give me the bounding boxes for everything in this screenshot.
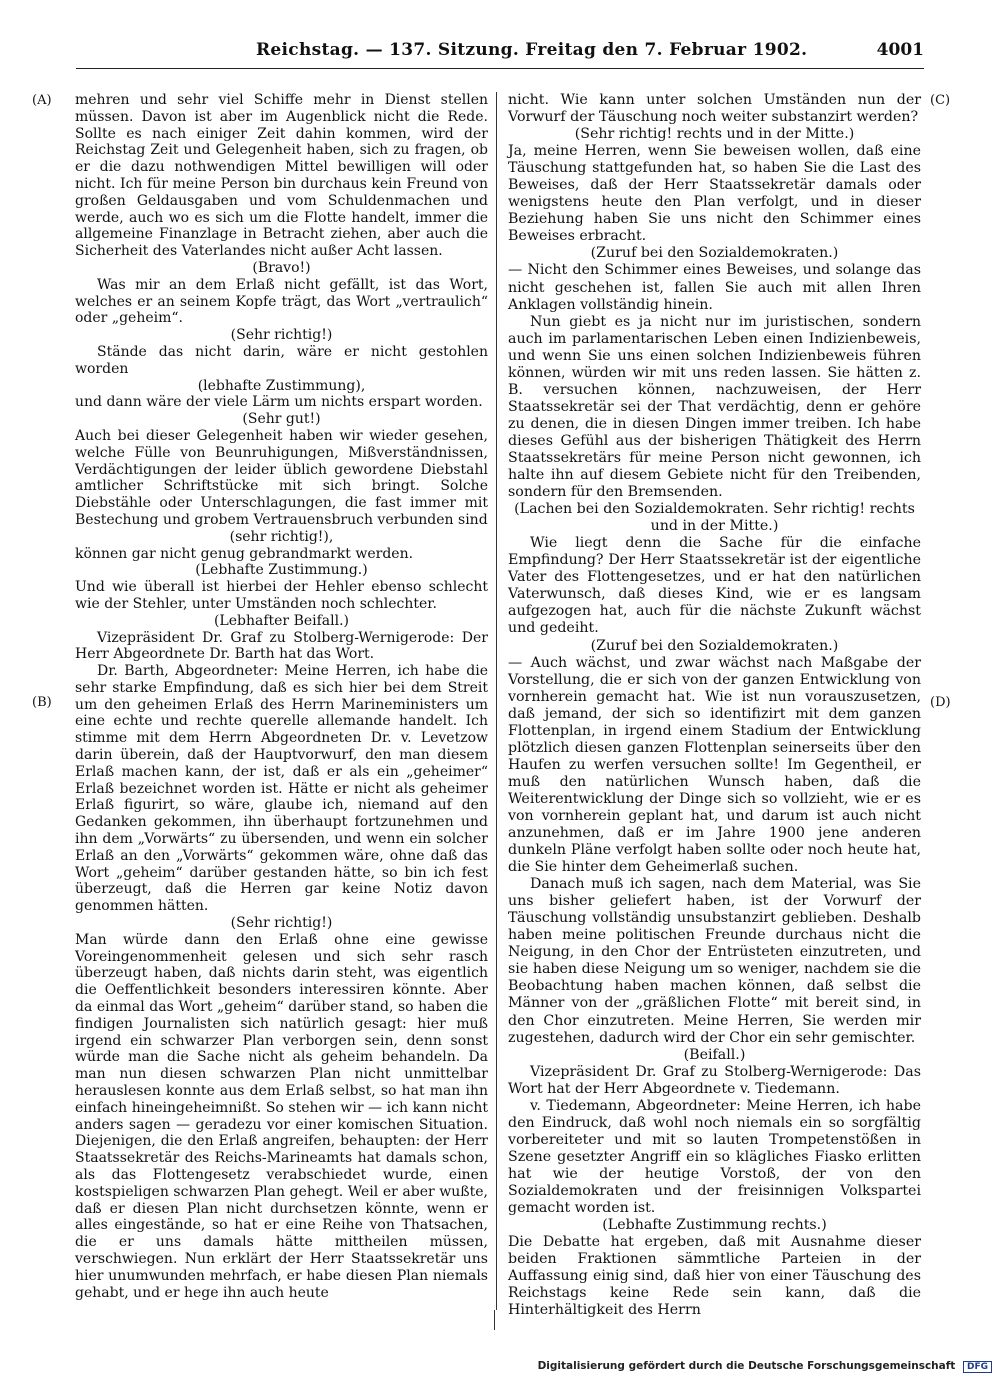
paragraph: Man würde dann den Erlaß ohne eine gewisse Voreingenommenheit gelesen und sich sehr rasch überzeugt haben, daß nichts darin steht, was eigentlich die Oeffentlichkeit besonders interessiren könnte. Aber da einmal das Wort „geheim“ darüber stand, so haben die findigen Journalisten sich natürlich gesagt: hier muß irgend ein schwarzer Plan verborgen sein, denn sonst würde man die Sache nicht als geheim behandeln. Da man nun diesen schwarzen Plan nicht unmittelbar herauslesen konnte aus dem Erlaß selbst, so hat man ihn einfach hineingeheimnißt. So stehen wir — ich kann nicht anders sagen — geradezu vor einer komischen Situation. Diejenigen, die den Erlaß angreifen, behaupten: der Herr Staatssekretär des Reichs-Marineamts hat damals schon, als das Flottengesetz verabschiedet wurde, einen kostspieligen schwarzen Plan gehegt. Weil er aber wußte, daß er diesen Plan nicht durchsetzen könnte, wenn er alles eingestände, so hat er eine Reihe von Thatsachen, die er uns damals hätte mittheilen müssen, verschwiegen. Nun erklärt der Herr Staatssekretär uns hier unumwunden mehrfach, er habe diesen Plan niemals gehabt, und er hege ihn auch heute [75, 931, 488, 1301]
paragraph: — Auch wächst, und zwar wächst nach Maßgabe der Vorstellung, die er sich von der ganzen Entwicklung von vornherein gemacht hat. Wie ist nun vorauszusetzen, daß jemand, der sich so identifizirt mit dem ganzen Flottenplan, in irgend einem Stadium der Entwicklung plötzlich diesen ganzen Flottenplan seinerseits über den Haufen zu werfen versuchen sollte! Im Gegentheil, er muß den natürlichen Wunsch haben, daß die Weiterentwicklung der Dinge sich so vollzieht, wie er es von vornherein geplant hat, und darum ist auch nicht anzunehmen, daß er im Jahre 1900 jene anderen dunkeln Pläne verfolgt haben sollte oder noch heute hat, die Sie hinter dem Geheimerlaß suchen. [508, 654, 921, 876]
margin-marker-a: (A) [32, 93, 52, 108]
paragraph: Ja, meine Herren, wenn Sie beweisen wollen, daß eine Täuschung stattgefunden hat, so haben Sie die Last des Beweises, daß der Herr Staatssekretär damals oder wenigstens heute den Plan verfolgt, und in dieser Beziehung haben Sie uns nicht den Schimmer eines Beweises erbracht. [508, 143, 921, 245]
page-number: 4001 [876, 40, 924, 60]
paragraph: Wie liegt denn die Sache für die einfache Empfindung? Der Herr Staatssekretär ist der eigentliche Vater des Flottengesetzes, und er hat den natürlichen Vaterwunsch, daß dieses Kind, wie er es langsam aufgezogen hat, auch für die nächste Zukunft wächst und gedeiht. [508, 535, 921, 637]
digitization-credit [538, 1360, 992, 1373]
dfg-logo: DFG [963, 1361, 992, 1373]
paragraph: Auch bei dieser Gelegenheit haben wir wieder gesehen, welche Fülle von Beunruhigungen, Mißverständnissen, Verdächtigungen der leider üblich gewordene Diebstahl amtlicher Schriftstücke mit sich bringt. Solche Diebstähle oder Unterschlagungen, die fast immer mit Bestechung und grobem Vertrauensbruch verbunden sind [75, 427, 488, 528]
right-text-column [508, 92, 921, 1319]
paragraph: v. Tiedemann, Abgeordneter: Meine Herren, ich habe den Eindruck, daß wohl noch niemals ein so sorgfältig vorbereiteter und mit so lauten Trompetenstößen in Szene gesetzter Angriff ein so klägliches Fiasko erlitten hat wie der heutige Vorstoß, der von den Sozialdemokraten und der freisinnigen Volkspartei gemacht worden ist. [508, 1097, 921, 1217]
header-rule [76, 68, 924, 69]
stage-direction: (Lachen bei den Sozialdemokraten. Sehr richtig! rechts und in der Mitte.) [514, 501, 915, 535]
stage-direction: (Beifall.) [683, 1046, 746, 1063]
paragraph: nicht. Wie kann unter solchen Umständen nun der Vorwurf der Täuschung noch weiter substanzirt werden? [508, 92, 921, 126]
paragraph: und dann wäre der viele Lärm um nichts erspart worden. [75, 394, 483, 411]
paragraph: Vizepräsident Dr. Graf zu Stolberg-Wernigerode: Das Wort hat der Herr Abgeordnete v. Tiedemann. [508, 1063, 921, 1097]
stage-direction: (Zuruf bei den Sozialdemokraten.) [590, 245, 839, 262]
stage-direction: (Sehr richtig!) [230, 327, 333, 344]
paragraph: Dr. Barth, Abgeordneter: Meine Herren, ich habe die sehr starke Empfindung, daß es sich hier bei dem Streit um den geheimen Erlaß des Herrn Marineministers um eine echte und rechte querelle allemande handelt. Ich stimme mit dem Herrn Abgeordneten Dr. v. Levetzow darin überein, daß der Hauptvorwurf, den man diesem Erlaß machen kann, der ist, daß er als ein „geheimer“ Erlaß bezeichnet worden ist. Hätte er nicht als geheimer Erlaß figurirt, so wäre, glaube ich, niemand auf den Gedanken gekommen, ihn überhaupt fortzunehmen und ihn dem „Vorwärts“ zu übersenden, und wenn ein solcher Erlaß an den „Vorwärts“ gekommen wäre, ohne daß das Wort „geheim“ darüber gestanden hätte, so bin ich fest überzeugt, daß die Herren gar keine Notiz davon genommen hätten. [75, 663, 488, 915]
margin-marker-b: (B) [32, 695, 52, 710]
stage-direction: (Lebhafter Beifall.) [213, 612, 350, 629]
margin-marker-c: (C) [930, 93, 951, 108]
margin-marker-d: (D) [930, 695, 951, 710]
stage-direction: (Sehr gut!) [242, 411, 321, 428]
left-text-column [75, 92, 488, 1301]
paragraph: Was mir an dem Erlaß nicht gefällt, ist das Wort, welches er an seinem Kopfe trägt, das Wort „vertraulich“ oder „geheim“. [75, 276, 488, 327]
page-header [76, 40, 924, 66]
paragraph: Danach muß ich sagen, nach dem Material, was Sie uns bisher geliefert haben, ist der Vorwurf der Täuschung vollständig unsubstanzirt geblieben. Deshalb haben meine politischen Freunde durchaus nicht die Neigung, in den Chor der Entrüsteten einzutreten, und sie haben diese Neigung um so weniger, nachdem sie die Beobachtung haben machen können, daß selbst die Männer von der „gräßlichen Flotte“ mit bereit sind, in den Chor einzutreten. Meine Herren, Sie werden mir zugestehen, dadurch wird der Chor ein sehr gemischter. [508, 876, 921, 1046]
paragraph: Nun giebt es ja nicht nur im juristischen, sondern auch im parlamentarischen Leben einen Indizienbeweis, und wenn Sie uns einen solchen Indizienbeweis führen können, würden wir mit uns reden lassen. Sie hätten z. B. versuchen können, nachzuweisen, der Herr Staatssekretär sei der That verdächtig, denn er gehöre zu denen, die in diesen Dingen immer treiben. Ich habe dieses Gefühl aus der bisherigen Thätigkeit des Herrn Staatssekretärs für meine Person nicht gewonnen, ich halte ihn auf diesem Gebiete nicht für den Treibenden, sondern für den Bremsenden. [508, 313, 921, 501]
page-title: Reichstag. — 137. Sitzung. Freitag den 7. Februar 1902. [256, 40, 808, 60]
stage-direction: (Sehr richtig! rechts und in der Mitte.) [574, 126, 855, 143]
paragraph: mehren und sehr viel Schiffe mehr in Dienst stellen müssen. Davon ist aber im Augenblick nicht die Rede. Sollte es nach einiger Zeit dahin kommen, wird der Reichstag Zeit und Gelegenheit haben, sich zu fragen, ob er die dazu nothwendigen Mittel bewilligen will oder nicht. Ich für meine Person bin durchaus kein Freund von großen Geldausgaben und vom Schuldenmachen und werde, auch wo es sich um die Flotte handelt, immer die allgemeine Finanzlage in Betracht ziehen, aber auch die Sicherheit des Vaterlandes nicht außer Acht lassen. [75, 92, 488, 260]
paragraph: Und wie überall ist hierbei der Hehler ebenso schlecht wie der Stehler, unter Umständen noch schlechter. [75, 579, 488, 612]
column-divider [496, 92, 497, 1310]
paragraph: können gar nicht genug gebrandmarkt werden. [75, 545, 414, 562]
paragraph: Vizepräsident Dr. Graf zu Stolberg-Wernigerode: Der Herr Abgeordnete Dr. Barth hat das Wort. [75, 629, 488, 663]
stage-direction: (Lebhafte Zustimmung.) [195, 562, 368, 579]
stage-direction: (sehr richtig!), [229, 528, 334, 545]
stage-direction: (Bravo!) [252, 259, 311, 276]
paragraph: — Nicht den Schimmer eines Beweises, und solange das nicht geschehen ist, fallen Sie auch mit allen Ihren Anklagen vollständig hinein. [508, 262, 921, 313]
credit-text: Digitalisierung gefördert durch die Deutsche Forschungsgemeinschaft [537, 1360, 956, 1372]
paragraph: Stände das nicht darin, wäre er nicht gestohlen worden [75, 343, 488, 377]
stage-direction: (lebhafte Zustimmung), [197, 377, 366, 394]
stage-direction: (Sehr richtig!) [230, 915, 333, 932]
stage-direction: (Zuruf bei den Sozialdemokraten.) [590, 637, 839, 654]
stage-direction: (Lebhafte Zustimmung rechts.) [602, 1217, 827, 1234]
column-divider-end [494, 1310, 500, 1330]
paragraph: Die Debatte hat ergeben, daß mit Ausnahme dieser beiden Fraktionen sämmtliche Parteien in der Auffassung einig sind, daß hier von einer Täuschung des Reichstags keine Rede sein kann, daß die Hinterhältigkeit des Herrn [508, 1234, 921, 1319]
